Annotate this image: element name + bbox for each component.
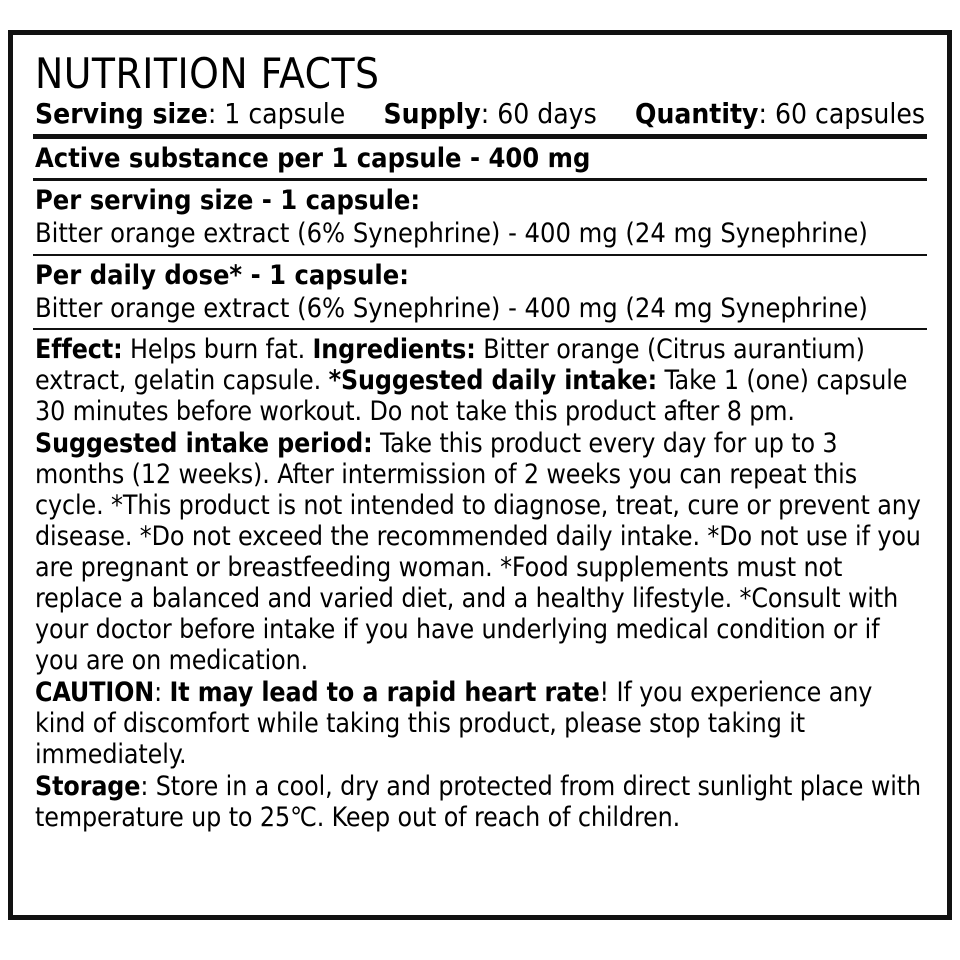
effect-ingredients-intake-paragraph [35, 334, 925, 427]
caution-label: CAUTION [35, 677, 155, 709]
caution-text: ! If you experience any kind of discomfort while taking this product, please stop taking it immediately. [35, 677, 873, 771]
active-substance-line: Active substance per 1 capsule - 400 mg [35, 142, 591, 174]
per-serving-heading: Per serving size - 1 capsule: [35, 185, 421, 217]
suggested-intake-text: Take 1 (one) capsule 30 minutes before workout. Do not take this product after 8 pm. [35, 365, 908, 428]
storage-paragraph [35, 771, 925, 833]
ingredients-text: Bitter orange (Citrus aurantium) extract, gelatin capsule. [35, 334, 865, 397]
serving-info-row [35, 99, 925, 130]
ingredients-label: Ingredients: [312, 334, 476, 366]
intake-period-text: Take this product every day for up to 3 months (12 weeks). After intermission of 2 weeks you can repeat this cycle. *This product is not intended to diagnose, treat, cure or prevent any disease. *Do not exceed the recommended daily intake. *Do not use if you are pregnant or breastfeeding woman. *Food supplements must not replace a balanced and varied diet, and a healthy lifestyle. *Consult with your doctor before intake if you have underlying medical condition or if you are on medication. [35, 428, 921, 677]
storage-text: : Store in a cool, dry and protected from direct sunlight place with temperature up to 25℃. Keep out of reach of children. [35, 771, 922, 834]
supply-cell [384, 99, 597, 130]
nutrition-facts-panel [8, 30, 952, 920]
caution-paragraph [35, 677, 925, 770]
per-serving-value: Bitter orange extract (6% Synephrine) - 400 mg (24 mg Synephrine) [35, 218, 868, 250]
quantity-label: Quantity [635, 97, 759, 130]
intake-period-label: Suggested intake period: [35, 428, 373, 460]
suggested-intake-label: *Suggested daily intake: [328, 365, 658, 397]
caution-highlight: It may lead to a rapid heart rate [169, 677, 600, 709]
effect-label: Effect: [35, 334, 123, 366]
quantity-cell [635, 99, 925, 130]
caution-colon: : [154, 677, 170, 709]
intake-period-paragraph [35, 428, 925, 676]
divider-3 [33, 254, 927, 256]
divider-2 [33, 178, 927, 181]
supply-value: : 60 days [480, 97, 597, 130]
serving-size-label: Serving size [35, 97, 208, 130]
divider-4 [33, 328, 927, 330]
page-title: NUTRITION FACTS [35, 49, 380, 98]
supply-label: Supply [383, 97, 481, 130]
divider-1 [33, 134, 927, 139]
quantity-value: : 60 capsules [758, 97, 925, 130]
serving-size-value: : 1 capsule [207, 97, 346, 130]
effect-text: Helps burn fat. [122, 334, 313, 366]
per-daily-heading: Per daily dose* - 1 capsule: [35, 259, 409, 291]
serving-size-cell [35, 99, 345, 130]
per-daily-value: Bitter orange extract (6% Synephrine) - 400 mg (24 mg Synephrine) [35, 293, 868, 325]
storage-label: Storage [35, 771, 141, 803]
